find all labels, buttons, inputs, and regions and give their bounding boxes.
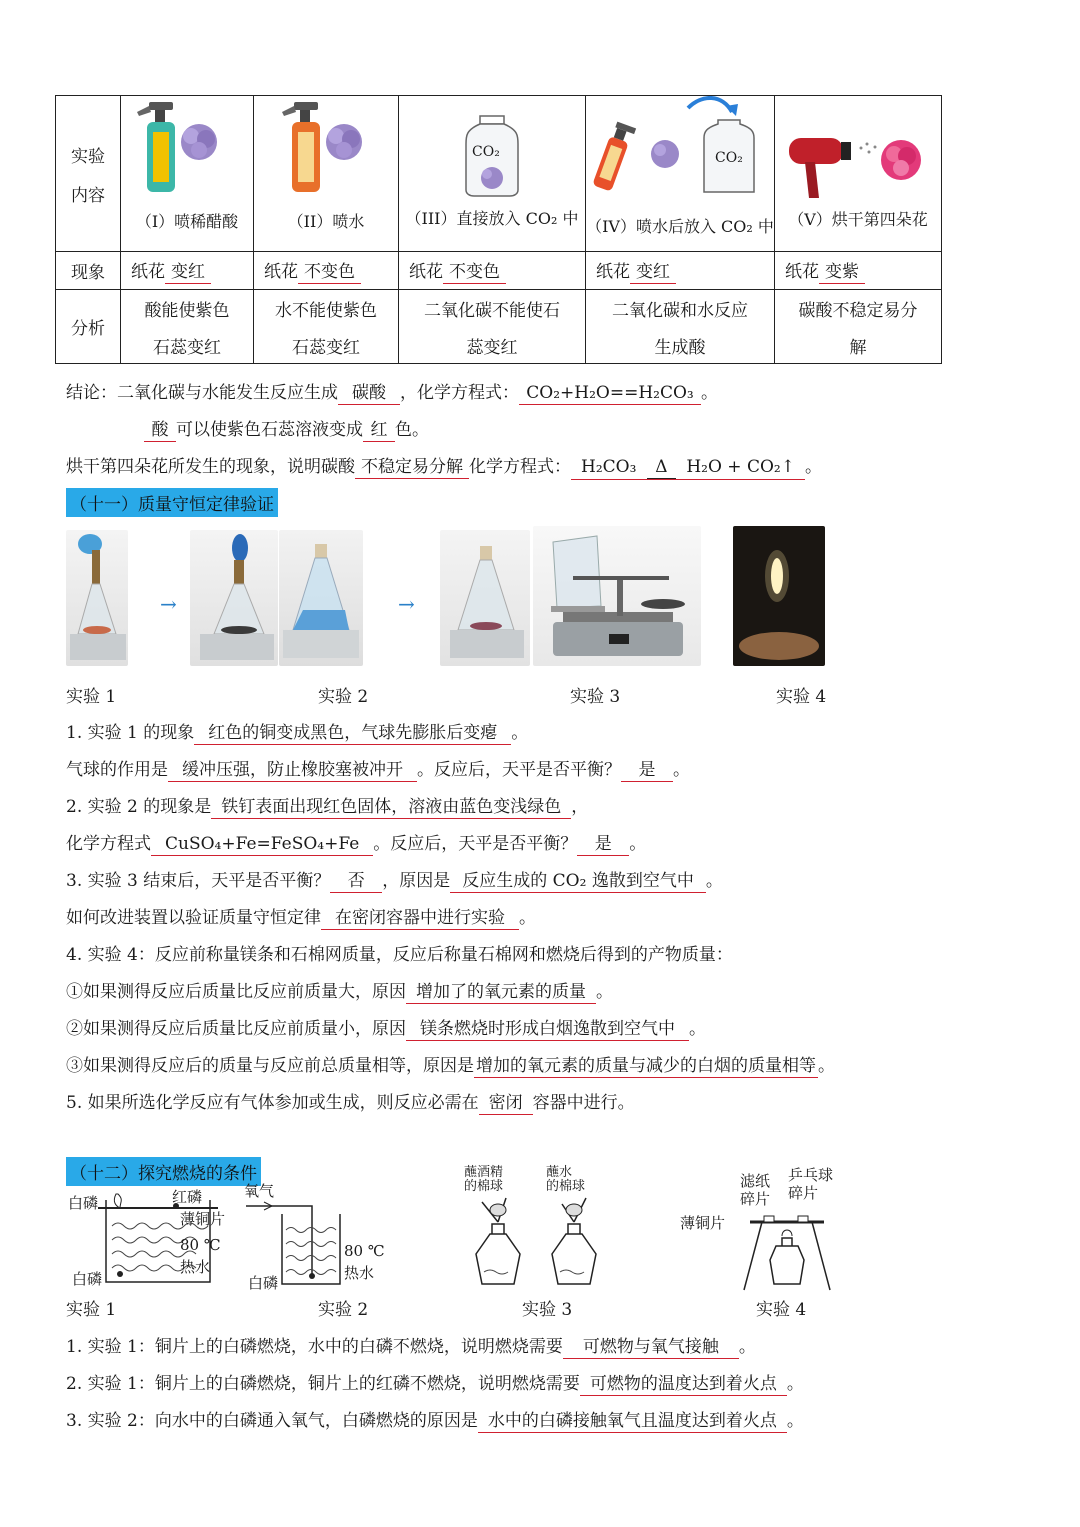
label-exp4: 实验 4 xyxy=(756,1300,807,1320)
photo-exp1-b xyxy=(190,530,278,666)
analysis-cell xyxy=(399,290,586,364)
col4-caption: （IV）喷水后放入 CO₂ 中 xyxy=(586,217,774,236)
text: 。 xyxy=(804,457,822,477)
analysis-line: 石蕊变红 xyxy=(153,337,221,358)
answer: 可燃物与氧气接触 xyxy=(563,1338,739,1359)
phenomenon-answer: 不变色 xyxy=(298,263,361,284)
text: 。 xyxy=(596,982,613,1002)
row-label-line1: 实验 xyxy=(71,146,105,167)
answer: 增加的氧元素的质量与减少的白烟的质量相等 xyxy=(476,1056,816,1076)
text: 。 xyxy=(786,1411,804,1431)
answer: 碳酸 xyxy=(338,384,400,405)
section-11-header: （十一）质量守恒定律验证 xyxy=(66,488,278,517)
flask-icon xyxy=(440,530,530,666)
analysis-line: 酸能使紫色 xyxy=(144,300,230,321)
analysis-line: 石蕊变红 xyxy=(292,337,360,358)
label-line: 乒乓球 xyxy=(788,1166,834,1184)
answer: 反应生成的 CO₂ 逸散到空气中 xyxy=(450,872,706,893)
magnesium-burning-icon xyxy=(733,526,825,666)
phenomenon-answer: 变红 xyxy=(630,263,676,284)
answer: 在密闭容器中进行实验 xyxy=(321,909,519,930)
label-exp1: 实验 1 xyxy=(66,1300,117,1320)
text: 。 xyxy=(689,1019,706,1039)
phenomenon-cell xyxy=(586,252,775,290)
d2-white-phosphorus: 白磷 xyxy=(248,1274,279,1292)
text: 烘干第四朵花所发生的现象，说明碳酸 xyxy=(66,457,355,477)
diagram-exp3 xyxy=(466,1194,606,1292)
answer: 增加了的氧元素的质量 xyxy=(406,983,596,1004)
text: 。 xyxy=(519,908,536,928)
col1-caption: （I）喷稀醋酸 xyxy=(135,212,239,231)
text: ③如果测得反应后的质量与反应前总质量相等，原因是 xyxy=(66,1056,474,1076)
answer: 镁条燃烧时形成白烟逸散到空气中 xyxy=(406,1020,689,1041)
answer: 可燃物的温度达到着火点 xyxy=(580,1375,787,1396)
d1-hot-water: 热水 xyxy=(180,1258,211,1276)
phenomenon-answer: 不变色 xyxy=(443,263,506,284)
d4-copper-sheet: 薄铜片 xyxy=(680,1214,726,1232)
label-exp1: 实验 1 xyxy=(66,687,117,707)
flask-balloon-icon xyxy=(66,530,128,666)
s11-q1 xyxy=(66,718,528,745)
balance-scale-icon xyxy=(533,526,701,666)
text: 。反应后，天平是否平衡？ xyxy=(373,834,578,854)
arrow-icon: → xyxy=(398,592,415,616)
phenomenon-cell xyxy=(121,252,254,290)
s11-q3b xyxy=(66,903,536,930)
phenomenon-answer: 变紫 xyxy=(819,263,865,284)
label-exp3: 实验 3 xyxy=(522,1300,573,1320)
equation-answer xyxy=(571,458,805,480)
col5-content xyxy=(775,96,942,252)
text: 。反应后，天平是否平衡？ xyxy=(417,760,621,780)
analysis-cell xyxy=(121,290,254,364)
section-12-header: （十二）探究燃烧的条件 xyxy=(66,1157,261,1186)
row-label-content xyxy=(56,96,121,252)
text: 。 xyxy=(818,1056,835,1076)
text: ②如果测得反应后质量比反应前质量小，原因 xyxy=(66,1019,406,1039)
s11-q2 xyxy=(66,792,588,819)
s11-q3 xyxy=(66,866,723,893)
text: 1. 实验 1：铜片上的白磷燃烧，水中的白磷不燃烧，说明燃烧需要 xyxy=(66,1337,563,1357)
text: 3. 实验 2：向水中的白磷通入氧气，白磷燃烧的原因是 xyxy=(66,1411,478,1431)
analysis-line: 水不能使紫色 xyxy=(275,300,377,321)
s11-q4c xyxy=(66,1051,835,1078)
d4-pingpong xyxy=(788,1166,833,1202)
answer: 否 xyxy=(330,872,382,893)
s12-q1 xyxy=(66,1332,756,1359)
text: 。 xyxy=(511,723,529,743)
d4-filter-paper xyxy=(740,1172,770,1208)
spray-bottle-icon xyxy=(127,102,247,202)
co2-label: CO₂ xyxy=(715,150,743,166)
s11-q4a xyxy=(66,977,613,1004)
s11-q5 xyxy=(66,1088,635,1115)
row-label-analysis: 分析 xyxy=(56,290,121,364)
text: 5. 如果所选化学反应有气体参加或生成，则反应必需在 xyxy=(66,1093,479,1113)
answer: 红色的铜变成黑色，气球先膨胀后变瘪 xyxy=(194,724,511,745)
d1-temp: 80 ℃ xyxy=(180,1236,221,1254)
answer: 是 xyxy=(621,761,673,782)
phenomenon-prefix: 纸花 xyxy=(785,262,819,283)
answer: 不稳定易分解 xyxy=(355,458,469,479)
delta-symbol: Δ xyxy=(647,458,675,479)
analysis-line: 解 xyxy=(849,337,867,358)
d2-oxygen: 氧气 xyxy=(244,1182,275,1200)
text: 。 xyxy=(629,834,647,854)
text: 2. 实验 1：铜片上的白磷燃烧，铜片上的红磷不燃烧，说明燃烧需要 xyxy=(66,1374,580,1394)
text: 。 xyxy=(701,383,718,403)
hair-dryer-icon xyxy=(785,126,935,216)
text: 。 xyxy=(705,871,723,891)
conclusion-line-3 xyxy=(66,452,822,480)
d3-water-label xyxy=(546,1166,585,1194)
label-exp2: 实验 2 xyxy=(318,687,369,707)
arrow-icon: → xyxy=(160,592,177,616)
phenomenon-prefix: 纸花 xyxy=(264,262,298,283)
text: 容器中进行。 xyxy=(532,1093,635,1113)
text: 可以使紫色石蕊溶液变成 xyxy=(176,420,363,440)
text: 气球的作用是 xyxy=(66,760,168,780)
answer: 水中的白磷接触氧气且温度达到着火点 xyxy=(478,1412,787,1433)
col5-caption: （V）烘干第四朵花 xyxy=(788,210,928,229)
answer: 酸 xyxy=(144,421,176,442)
row-label-phenomenon: 现象 xyxy=(56,252,121,290)
photo-exp2-a xyxy=(279,530,363,666)
label-exp3: 实验 3 xyxy=(570,687,621,707)
text: 色。 xyxy=(395,420,429,440)
analysis-cell xyxy=(775,290,942,364)
label-exp2: 实验 2 xyxy=(318,1300,369,1320)
text: 。 xyxy=(786,1374,804,1394)
text: 化学方程式 xyxy=(66,834,151,854)
s12-q3 xyxy=(66,1406,804,1433)
photo-exp4 xyxy=(733,526,825,666)
text: 1. 实验 1 的现象 xyxy=(66,723,195,743)
conclusion-line-1 xyxy=(66,378,718,405)
phenomenon-prefix: 纸花 xyxy=(409,262,443,283)
experiment-table xyxy=(55,95,942,364)
text: 。 xyxy=(673,760,690,780)
d3-alcohol-label xyxy=(464,1166,503,1194)
d1-red-phosphorus: 红磷 xyxy=(172,1188,203,1206)
label-line: 的棉球 xyxy=(546,1179,586,1194)
col3-caption: （III）直接放入 CO₂ 中 xyxy=(405,209,579,228)
phenomenon-cell xyxy=(399,252,586,290)
analysis-line: 碳酸不稳定易分 xyxy=(798,300,918,321)
label-line: 碎片 xyxy=(740,1190,771,1208)
d2-temp: 80 ℃ xyxy=(344,1242,385,1260)
analysis-cell xyxy=(586,290,775,364)
label-line: 的棉球 xyxy=(464,1179,504,1194)
phenomenon-prefix: 纸花 xyxy=(596,262,630,283)
col4-content xyxy=(586,96,775,252)
text: ，化学方程式： xyxy=(400,383,519,403)
text: 如何改进装置以验证质量守恒定律 xyxy=(66,908,321,928)
label-line: 蘸水 xyxy=(546,1165,573,1180)
text: ， xyxy=(571,797,589,817)
s11-q4: 4. 实验 4：反应前称量镁条和石棉网质量，反应后称量石棉网和燃烧后得到的产物质量： xyxy=(66,945,733,965)
answer: CuSO₄+Fe=FeSO₄+Fe xyxy=(151,835,373,856)
analysis-line: 蕊变红 xyxy=(466,337,518,358)
s11-q2b xyxy=(66,829,646,856)
diagram-exp4 xyxy=(736,1200,836,1294)
answer: CO₂+H₂O==H₂CO₃ xyxy=(519,384,701,405)
photo-exp3 xyxy=(533,526,701,666)
d2-hot-water: 热水 xyxy=(344,1264,375,1282)
text: ①如果测得反应后质量比反应前质量大，原因 xyxy=(66,982,406,1002)
text: 结论：二氧化碳与水能发生反应生成 xyxy=(66,383,338,403)
text: 2. 实验 2 的现象是 xyxy=(66,797,212,817)
flask-nail-icon xyxy=(279,530,363,666)
analysis-cell xyxy=(254,290,399,364)
label-line: 滤纸 xyxy=(740,1172,771,1190)
text: 3. 实验 3 结束后，天平是否平衡？ xyxy=(66,871,331,891)
text: ，原因是 xyxy=(382,871,451,891)
d1-copper-sheet: 薄铜片 xyxy=(180,1210,226,1228)
answer: 红 xyxy=(363,421,395,442)
analysis-line: 生成酸 xyxy=(654,337,706,358)
phenomenon-answer: 变红 xyxy=(165,263,211,284)
flask-balloon-icon xyxy=(190,530,278,666)
col3-content xyxy=(399,96,586,252)
photo-exp2-b xyxy=(440,530,530,666)
conclusion-line-2 xyxy=(144,415,429,442)
equation-product: H₂O + CO₂↑ xyxy=(686,457,795,477)
answer: 缓冲压强，防止橡胶塞被冲开 xyxy=(168,761,417,782)
answer: 铁钉表面出现红色固体，溶液由蓝色变浅绿色 xyxy=(211,798,571,819)
label-line: 蘸酒精 xyxy=(464,1165,504,1180)
col2-caption: （II）喷水 xyxy=(287,212,365,231)
analysis-line: 二氧化碳和水反应 xyxy=(612,300,748,321)
label-exp4: 实验 4 xyxy=(776,687,827,707)
analysis-line: 二氧化碳不能使石 xyxy=(424,300,560,321)
row-label-line2: 内容 xyxy=(71,185,105,206)
spray-bottle-icon xyxy=(272,102,392,202)
answer: 是 xyxy=(577,835,629,856)
phenomenon-prefix: 纸花 xyxy=(131,262,165,283)
d1-white-phosphorus-bottom: 白磷 xyxy=(72,1270,103,1288)
spray-then-co2-icon xyxy=(590,96,770,206)
text: 化学方程式： xyxy=(469,457,571,477)
d1-white-phosphorus-top: 白磷 xyxy=(68,1194,99,1212)
col2-content xyxy=(254,96,399,252)
s11-q4b xyxy=(66,1014,706,1041)
co2-label: CO₂ xyxy=(472,144,500,160)
equation-reactant: H₂CO₃ xyxy=(581,457,637,477)
text: 。 xyxy=(738,1337,756,1357)
photo-exp1-a xyxy=(66,530,128,666)
s11-q1b xyxy=(66,755,690,782)
phenomenon-cell xyxy=(775,252,942,290)
s12-q2 xyxy=(66,1369,804,1396)
label-line: 碎片 xyxy=(788,1184,819,1202)
phenomenon-cell xyxy=(254,252,399,290)
col1-content xyxy=(121,96,254,252)
answer: 密闭 xyxy=(479,1094,533,1115)
